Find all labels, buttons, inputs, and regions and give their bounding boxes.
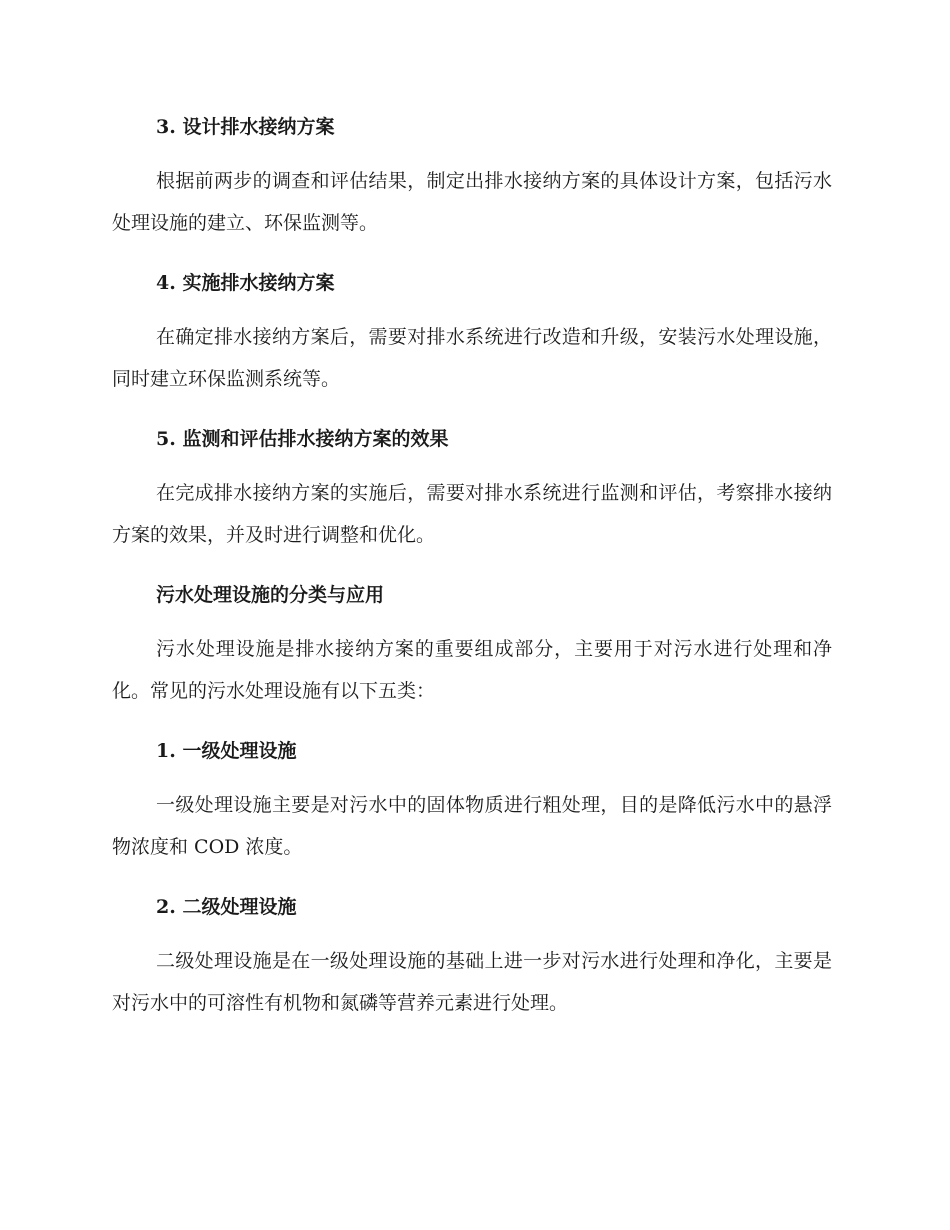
section-heading-secondary-treatment: 2. 二级处理设施 xyxy=(156,896,297,918)
section-paragraph-primary-treatment: 一级处理设施主要是对污水中的固体物质进行粗处理，目的是降低污水中的悬浮物浓度和 COD 浓度。 xyxy=(112,794,832,858)
section-heading-monitor-evaluate: 5. 监测和评估排水接纳方案的效果 xyxy=(156,428,449,450)
section-paragraph-secondary-treatment: 二级处理设施是在一级处理设施的基础上进一步对污水进行处理和净化，主要是对污水中的可溶性有机物和氮磷等营养元素进行处理。 xyxy=(112,950,832,1014)
section-heading-primary-treatment: 1. 一级处理设施 xyxy=(156,740,297,762)
section-paragraph-facility-classification: 污水处理设施是排水接纳方案的重要组成部分，主要用于对污水进行处理和净化。常见的污水处理设施有以下五类： xyxy=(112,638,832,702)
section-heading-implement-plan: 4. 实施排水接纳方案 xyxy=(156,272,335,294)
document-body xyxy=(112,108,832,1024)
section-heading-facility-classification: 污水处理设施的分类与应用 xyxy=(156,584,385,606)
section-paragraph-monitor-evaluate: 在完成排水接纳方案的实施后，需要对排水系统进行监测和评估，考察排水接纳方案的效果，并及时进行调整和优化。 xyxy=(112,482,832,546)
section-heading-design-plan: 3. 设计排水接纳方案 xyxy=(156,116,335,138)
section-paragraph-design-plan: 根据前两步的调查和评估结果，制定出排水接纳方案的具体设计方案，包括污水处理设施的建立、环保监测等。 xyxy=(112,170,832,234)
section-paragraph-implement-plan: 在确定排水接纳方案后，需要对排水系统进行改造和升级，安装污水处理设施，同时建立环保监测系统等。 xyxy=(112,326,832,390)
